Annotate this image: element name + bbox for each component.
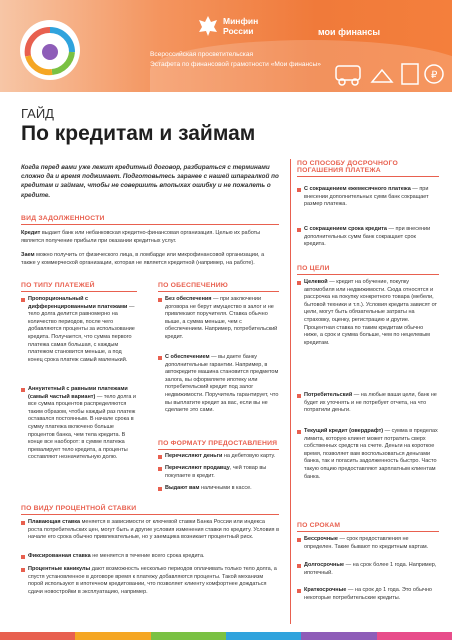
footer-color-strip [0,632,452,640]
bullet-icon [158,487,162,491]
bullet-icon [297,228,301,232]
section-title-debt-type: ВИД ЗАДОЛЖЕННОСТИ [21,215,279,225]
desc-consumer: — на любые ваши цели, банк не будет их уточнять и не потребует отчета, на что потратили деньги. [304,392,437,414]
security-with [158,354,279,415]
bullet-icon [297,394,301,398]
column-divider [290,159,291,624]
bullet-icon [21,555,25,559]
term-differentiated: Пропорциональный с дифференцированными платежами [28,296,128,310]
term-overdraft: Текущий кредит (овердрафт) [304,428,384,434]
payment-differentiated [21,296,137,364]
eagle-emblem-icon [197,14,219,38]
desc-with-security: — вы даете банку дополнительные гарантии. Например, в автокредите машина становится предметом залога, вы оформляете ипотеку или потребительский кредит под залог недвижимости. Поручитель гарантирует, что вы выплатите кредит за вас, если вы не сделаете это сами. [165,354,279,414]
purpose-consumer [297,392,439,415]
desc-no-security: — при заключении договора не берут имущество в залог и не привлекают поручителя. Ставка обычно выше, а сумма меньше, чем с обеспечением. Например, потребительский кредит. [165,296,278,340]
debt-type-loan [21,252,279,267]
bullet-icon [21,298,25,302]
footer-stripe [226,632,301,640]
desc-reduce-term: — при внесении дополнительных сумм банк сокращает срок кредита. [304,226,431,248]
desc-target: — кредит на обучение, покупку автомобиля или недвижимости. Сюда относятся и рассрочка на покупку конкретного товара (мебели, бытовой техники и т.п.). Условия кредита зависят от цели, могут быть обязательные затраты на страховку, оценку, регистрацию и другие. Процентная ставка по таким кредитам обычно ниже, а срок и сумма больше, чем по нецелевым кредитам. [304,279,438,346]
bullet-icon [297,430,301,434]
footer-stripe [75,632,150,640]
term-debit-card: Перечисляют деньги [165,453,223,459]
desc-debit-card: на дебетовую карту. [222,453,276,459]
bullet-icon [297,538,301,542]
bullet-icon [158,356,162,360]
desc-differentiated: — тело долга делится равномерно на количество периодов, после чего добавляются проценты за использование кредита. Получается, что сумма первого платежа самая большая, с каждым платежом становится меньше, а под конец срока платеж самый маленький. [28,303,135,363]
page-title: По кредитам и займам [21,122,256,145]
term-holidays: Процентные каникулы [28,566,91,572]
term-long-label: Долгосрочные [304,562,345,568]
term-short-label: Краткосрочные [304,587,347,593]
footer-stripe [151,632,226,640]
intro-text: Когда перед вами уже лежит кредитный договор, разбираться с терминами сложно да и время поджимает. Подготовьтесь заранее с нашей шпаргалкой по кредитам и займам, чтобы не совершить впопыхах ошибку и не пожалеть о кредите. [21,164,279,199]
purpose-overdraft [297,428,439,481]
early-reduce-term [297,226,439,249]
term-reduce-payment: С сокращением ежемесячного платежа [304,186,411,192]
svg-text:₽: ₽ [431,70,438,81]
form-debit-card [158,453,279,461]
term-annuity: Аннуитетный с равными платежами (самый частый вариант) [28,386,128,400]
rate-fixed [21,553,279,561]
section-title-rate: ПО ВИДУ ПРОЦЕНТНОЙ СТАВКИ [21,505,279,515]
bullet-icon [297,564,301,568]
term-short [297,587,439,602]
desc-seller: , чей товар вы покупаете в кредит. [165,465,267,479]
guide-label: ГАЙД [21,106,54,121]
section-title-early-repayment: ПО СПОСОБУ ДОСРОЧНОГО ПОГАШЕНИЯ ПЛАТЕЖА [297,160,439,177]
desc-overdraft: — сумма в пределах лимита, которую клиент может потратить сверх собственных средств на счете. Деньги на короткое время, позволяет вам воспользоваться деньгами банка, так и погасить задолженность быстро. Часто такую опцию предоставляют зарплатным клиентам банка. [304,428,438,480]
bullet-icon [297,589,301,593]
bullet-icon [158,467,162,471]
desc-loan: можно получить от физического лица, в ломбарде или микрофинансовой организации, а также у коммерческой организации, которая не является кредитной (например, на работе). [21,252,265,266]
term-consumer: Потребительский [304,392,353,398]
bullet-icon [158,455,162,459]
section-title-payments: ПО ТИПУ ПЛАТЕЖЕЙ [21,282,137,292]
desc-indefinite: — срок предоставления не определен. Такие бывают по кредитным картам. [304,536,429,550]
security-none [158,296,279,342]
form-seller [158,465,279,480]
term-fixed: Фиксированная ставка [28,553,91,559]
payment-annuity [21,386,137,462]
footer-stripe [301,632,376,640]
desc-long: — на срок более 1 года. Например, ипотечный. [304,562,437,576]
term-with-security: С обеспечением [165,354,210,360]
desc-short: — на срок до 1 года. Это обычно некоторые потребительские кредиты. [304,587,432,601]
early-reduce-payment [297,186,439,209]
term-indefinite-label: Бессрочные [304,536,338,542]
desc-annuity: — тело долга и все сумма процентов распределяются таким образом, чтобы каждый раз платеж оставался постоянным. В начале срока в сумму платежа включено больше процентов банка, чем тела кредита. В конце все наоборот: в сумме платежа превалирует тело кредита, а проценты составляют незначительную долю. [28,393,136,461]
term-credit: Кредит [21,230,41,236]
desc-credit: выдает банк или небанковская кредитно-финансовая организация. Целью их работы является получение прибыли при оказании кредитных услуг. [21,230,261,244]
form-cash [158,485,279,493]
bullet-icon [21,568,25,572]
term-target: Целевой [304,279,328,285]
rate-floating [21,519,279,542]
bullet-icon [21,521,25,525]
footer-stripe [0,632,75,640]
section-title-purpose: ПО ЦЕЛИ [297,265,439,275]
section-title-security: ПО ОБЕСПЕЧЕНИЮ [158,282,279,292]
bullet-icon [21,388,25,392]
rate-holidays [21,566,279,596]
campaign-logo [8,6,92,90]
brand-name: мои финансы [318,27,381,37]
desc-fixed: не меняется в течение всего срока кредита. [90,553,205,559]
bullet-icon [158,298,162,302]
doodle-illustrations [330,52,452,92]
term-long [297,562,439,577]
header-banner [0,0,452,92]
desc-cash: наличными в кассе. [199,485,252,491]
section-title-terms: ПО СРОКАМ [297,522,439,532]
term-seller: Перечисляют продавцу [165,465,230,471]
bullet-icon [297,281,301,285]
term-floating: Плавающая ставка [28,519,81,525]
bullet-icon [297,188,301,192]
footer-stripe [377,632,452,640]
ministry-logo [197,14,263,38]
debt-type-credit [21,230,279,245]
desc-floating: меняется в зависимости от ключевой ставки Банка России или индекса роста потребительских цен, могут быть и другие условия изменения ставки по кредиту. Условия в начале его срока обычно привлекательные, но у заемщика возникает процентный риск. [28,519,279,541]
ministry-name: Минфин России [223,16,259,36]
desc-holidays: дают возможность несколько периодов оплачивать только тело долга, а спустя установленное в договоре время к платежу добавляются проценты. Такой механизм порой используют в ипотечном кредитовании, что позволяет клиенту комфортнее дождаться сдачи новостройки в эксплуатацию, например. [28,566,277,595]
purpose-target [297,279,439,347]
desc-reduce-payment: — при внесении дополнительных сумм банк сокращает размер платежа. [304,186,429,208]
term-loan: Заем [21,252,35,258]
term-indefinite [297,536,439,551]
term-reduce-term: С сокращением срока кредита [304,226,387,232]
campaign-text: Всероссийская просветительская Эстафета по финансовой грамотности «Мои финансы» [150,51,321,68]
section-title-form: ПО ФОРМАТУ ПРЕДОСТАВЛЕНИЯ [158,440,279,450]
term-no-security: Без обеспечения [165,296,212,302]
term-cash: Выдают вам [165,485,200,491]
